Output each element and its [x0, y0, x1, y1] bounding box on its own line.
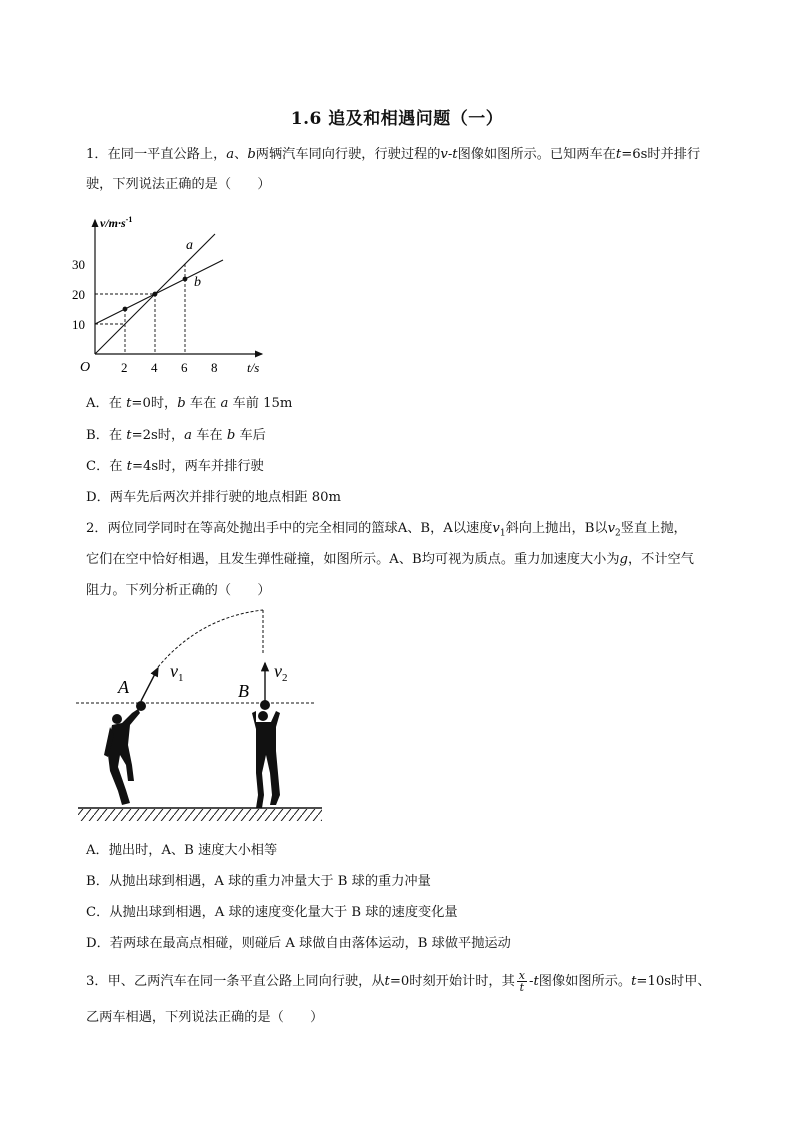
- q1-b-v2: b: [226, 428, 236, 443]
- q2-number: 2．: [86, 521, 108, 536]
- point-t6: [183, 277, 188, 282]
- q3-stem-line2: 乙两车相遇，下列说法正确的是（ ）: [86, 1010, 324, 1025]
- player-a-silhouette: [104, 701, 146, 805]
- q2-option-d: D．若两球在最高点相碰，则碰后 A 球做自由落体运动，B 球做平抛运动: [86, 936, 511, 951]
- q1-b-3: 车在: [192, 428, 227, 443]
- q1-option-d: D．两车先后两次并排行驶的地点相距 80m: [86, 490, 342, 505]
- q2-stem-line2: [86, 553, 694, 566]
- q1-option-b: [86, 429, 266, 442]
- line-b: [95, 260, 223, 324]
- q1-sep: 、: [234, 147, 248, 162]
- q1-text-a: 在同一平直公路上，: [107, 147, 227, 162]
- y-tick-20: 20: [72, 287, 85, 302]
- q2-stem-line3: 阻力。下列分析正确的（ ）: [86, 583, 271, 598]
- q2-g: g: [619, 552, 628, 567]
- x-tick-8: 8: [211, 360, 218, 375]
- q3-text-d: 图像如图所示。: [538, 974, 632, 989]
- q3-text-b: =0时刻开始计时，其: [389, 974, 515, 989]
- q1-var-b: b: [247, 147, 256, 162]
- q1-option-c: [86, 460, 264, 473]
- q1-c-2: =4s时，两车并排行驶: [131, 459, 264, 474]
- line-b-label: b: [194, 275, 201, 290]
- q3-t2: t: [533, 974, 539, 989]
- q2-text-e: ，不计空气: [627, 552, 694, 567]
- q1-a-1: A．在: [86, 396, 127, 411]
- q1-number: 1．: [86, 147, 108, 162]
- v1-label: $v_1$: [170, 661, 184, 684]
- q1-stem-line2: 驶，下列说法正确的是（ ）: [86, 177, 271, 192]
- q3-frac-den: t: [519, 981, 525, 994]
- q1-b-4: 车后: [235, 428, 266, 443]
- y-tick-30: 30: [72, 257, 85, 272]
- q3-t1: t: [384, 974, 390, 989]
- q3-text-a: 甲、乙两汽车在同一条平直公路上同向行驶，从: [107, 974, 385, 989]
- q3-text-e: =10s时甲、: [636, 974, 711, 989]
- q1-a-v2: a: [220, 396, 229, 411]
- q2-text-d: 它们在空中恰好相遇，且发生弹性碰撞，如图所示。A、B均可视为质点。重力加速度大小为: [86, 552, 620, 567]
- q2-v1-sub: 1: [499, 528, 506, 539]
- q3-frac-num: x: [518, 969, 525, 982]
- q1-b-v1: a: [184, 428, 193, 443]
- q2-v1: v: [492, 521, 500, 536]
- q3-text-c: -: [529, 974, 534, 989]
- v2-label: $v_2$: [274, 661, 288, 684]
- q1-a-4: 车前 15m: [228, 396, 293, 411]
- q2-v2: v: [607, 521, 616, 536]
- label-a: A: [118, 677, 129, 697]
- y-tick-10: 10: [72, 317, 85, 332]
- q2-v2-sub: 2: [615, 528, 621, 539]
- q1-c-t: t: [126, 459, 132, 474]
- q2-option-c: C．从抛出球到相遇，A 球的速度变化量大于 B 球的速度变化量: [86, 905, 458, 920]
- q1-a-t: t: [126, 396, 132, 411]
- q1-text-c: 图像如图所示。已知两车在: [457, 147, 616, 162]
- page-title: 1.6 追及和相遇问题（一）: [290, 109, 504, 129]
- x-tick-4: 4: [151, 360, 158, 375]
- q2-text-c: 竖直上抛，: [620, 521, 687, 536]
- trajectory-arc: [158, 610, 263, 667]
- q2-option-b: B．从抛出球到相遇，A 球的重力冲量大于 B 球的重力冲量: [86, 874, 431, 889]
- q1-b-1: B．在: [86, 428, 127, 443]
- q1-a-v1: b: [177, 396, 186, 411]
- q2-stem-line1: [86, 522, 687, 539]
- x-tick-2: 2: [121, 360, 128, 375]
- q1-a-3: 车在: [185, 396, 221, 411]
- q1-vt-graph: [70, 208, 280, 380]
- q2-basketball-figure: [70, 605, 335, 830]
- q3-stem-line1: [86, 970, 711, 993]
- q1-vt: v-t: [440, 147, 458, 162]
- q3-fraction: [517, 970, 527, 993]
- x-tick-6: 6: [181, 360, 188, 375]
- q1-t: t: [615, 147, 622, 162]
- point-t4: [153, 292, 158, 297]
- q1-b-2: =2s时，: [131, 428, 185, 443]
- q1-var-a: a: [226, 147, 235, 162]
- q1-c-1: C．在: [86, 459, 127, 474]
- q1-a-2: =0时，: [131, 396, 178, 411]
- q1-option-a: [86, 397, 292, 410]
- q1-b-t: t: [126, 428, 132, 443]
- y-axis-label: $v/m\cdot s^{-1}$: [100, 215, 133, 230]
- q1-text-d: =6s时并排行: [621, 147, 701, 162]
- q2-text-b: 斜向上抛出，B以: [505, 521, 608, 536]
- v1-arrow: [141, 668, 158, 701]
- q2-text-a: 两位同学同时在等高处抛出手中的完全相同的篮球A、B，A以速度: [107, 521, 493, 536]
- origin-label: O: [80, 360, 91, 375]
- q3-t3: t: [631, 974, 637, 989]
- q1-stem-line1: [86, 148, 700, 161]
- line-a-label: a: [186, 238, 193, 253]
- point-t2: [123, 307, 128, 312]
- q2-option-a: A．抛出时，A、B 速度大小相等: [86, 843, 278, 858]
- q1-text-b: 两辆汽车同向行驶，行驶过程的: [255, 147, 441, 162]
- x-axis-label: t/s: [247, 360, 260, 375]
- ground-hatch: [78, 809, 322, 821]
- player-b-silhouette: [252, 700, 280, 808]
- q3-number: 3．: [86, 974, 108, 989]
- label-b: B: [238, 681, 249, 701]
